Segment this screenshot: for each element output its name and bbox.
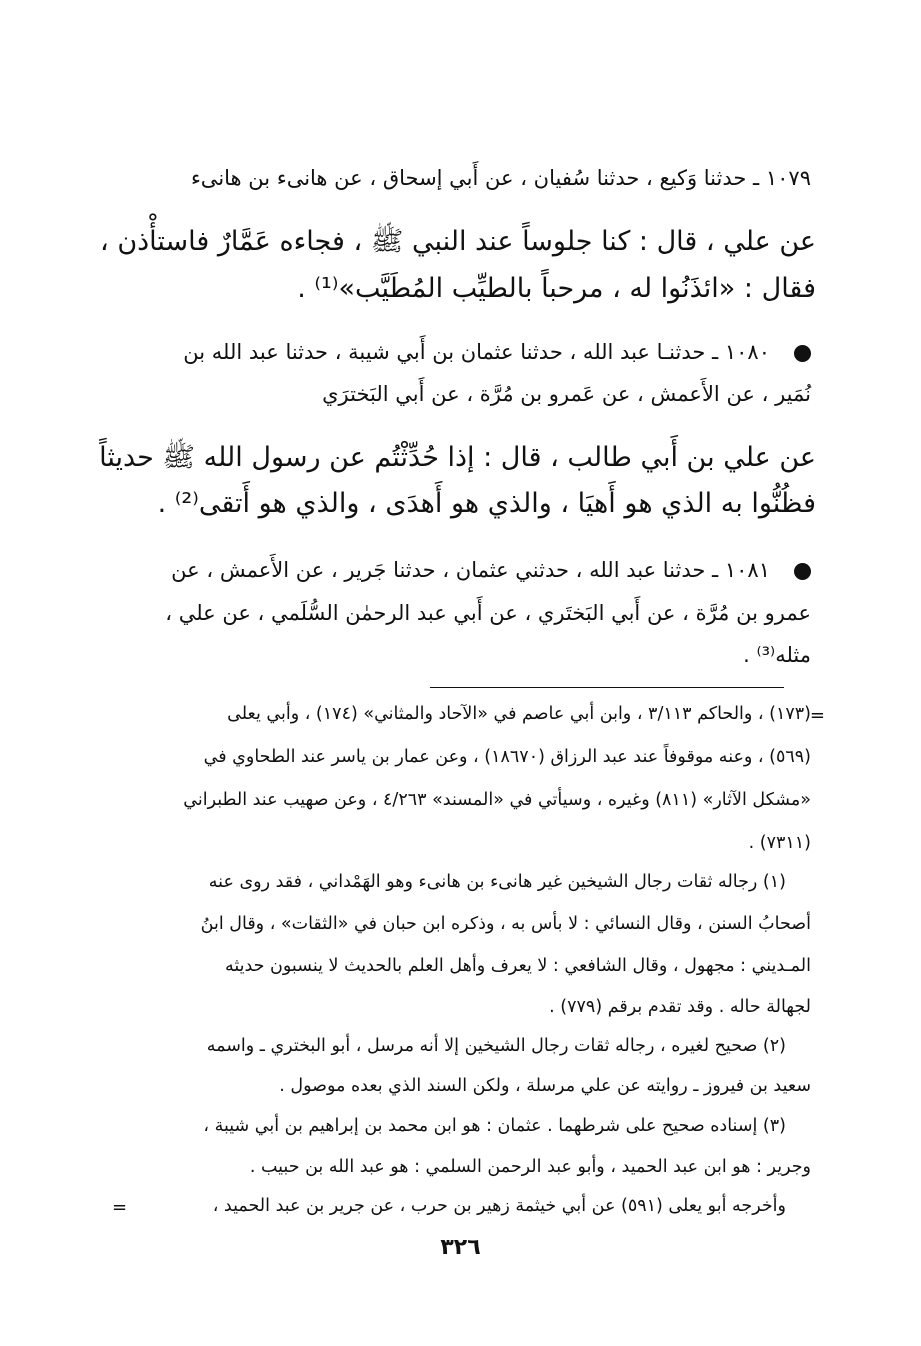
hadith-1080-isnad-line-1	[0, 340, 921, 364]
footnote-2-line-1: (٢) صحيح لغيره ، رجاله ثقات رجال الشيخين إلا أنه مرسل ، أبو البختري ـ واسمه	[206, 1036, 786, 1056]
footnote-continued-line-3: «مشكل الآثار» (٨١١) وغيره ، وسيأتي في «المسند» ٤/٢٦٣ ، وعن صهيب عند الطبراني	[183, 790, 811, 810]
bullet-marker	[794, 345, 811, 362]
footnote-1-line-1: (١) رجاله ثقات رجال الشيخين غير هانىء بن هانىء وهو الهَمْداني ، فقد روى عنه	[208, 872, 786, 892]
hadith-1080-matn-line-1: عن علي بن أَبي طالب ، قال : إذا حُدِّثْتُم عن رسول الله ﷺ حديثاً	[99, 442, 816, 473]
hadith-1081-isnad-line-2: عمرو بن مُرَّة ، عن أَبي البَختَري ، عن أَبي عبد الرحمٰن السُّلَمي ، عن علي ،	[165, 601, 811, 625]
hadith-1081-isnad-text: ١٠٨١ ـ حدثنا عبد الله ، حدثني عثمان ، حدثنا جَرير ، عن الأَعمش ، عن	[171, 558, 770, 582]
hadith-1081-isnad-line-1	[0, 558, 921, 582]
footnote-2-line-2: سعيد بن فيروز ـ روايته عن علي مرسلة ، ولكن السند الذي بعده موصول .	[279, 1076, 811, 1096]
hadith-1080-matn-line-2: فظُنُّوا به الذي هو أَهيَا ، والذي هو أَهدَى ، والذي هو أَتقى⁽²⁾ .	[157, 488, 816, 519]
continuation-mark-end: =	[112, 1197, 128, 1218]
footnote-separator	[430, 687, 784, 688]
hadith-1079-matn-line-2: فقال : «ائذَنُوا له ، مرحباً بالطيِّب المُطَيَّب»⁽¹⁾ .	[297, 273, 816, 304]
hadith-1080-isnad-line-2: نُمَير ، عن الأَعمش ، عن عَمرو بن مُرَّة ، عن أَبي البَخترَي	[322, 382, 811, 406]
bullet-marker	[794, 563, 811, 580]
footnote-1-line-4: لجهالة حاله . وقد تقدم برقم (٧٧٩) .	[549, 997, 811, 1017]
footnote-3-line-2: وجرير : هو ابن عبد الحميد ، وأبو عبد الرحمن السلمي : هو عبد الله بن حبيب .	[249, 1157, 811, 1177]
hadith-1080-isnad-text: ١٠٨٠ ـ حدثنـا عبد الله ، حدثنا عثمان بن أَبي شيبة ، حدثنا عبد الله بن	[183, 340, 770, 364]
hadith-1079-matn-line-1: عن علي ، قال : كنا جلوساً عند النبي ﷺ ، فجاءه عَمَّارٌ فاستأْذن ،	[100, 226, 816, 257]
footnote-continued-line-2: (٥٦٩) ، وعنه موقوفاً عند عبد الرزاق (١٨٦٧٠) ، وعن عمار بن ياسر عند الطحاوي في	[203, 747, 811, 767]
hadith-1079-isnad: ١٠٧٩ ـ حدثنا وَكيع ، حدثنا سُفيان ، عن أَبي إسحاق ، عن هانىء بن هانىء	[190, 166, 811, 190]
footnote-1-line-3: المـديني : مجهول ، وقال الشافعي : لا يعرف وأهل العلم بالحديث لا ينسبون حديثه	[224, 956, 811, 976]
footnote-3-line-3: وأخرجه أبو يعلى (٥٩١) عن أبي خيثمة زهير بن حرب ، عن جرير بن عبد الحميد ،	[212, 1196, 786, 1216]
footnote-1-line-2: أصحابُ السنن ، وقال النسائي : لا بأس به ، وذكره ابن حبان في «الثقات» ، وقال ابنُ	[200, 914, 811, 934]
footnote-3-line-1: (٣) إسناده صحيح على شرطهما . عثمان : هو ابن محمد بن إبراهيم بن أبي شيبة ،	[203, 1116, 786, 1136]
page-number: ٣٢٦	[440, 1235, 481, 1260]
footnote-continued-line-4: (٧٣١١) .	[748, 833, 811, 853]
footnote-continued-line-1: (١٧٣) ، والحاكم ٣/١١٣ ، وابن أبي عاصم في «الآحاد والمثاني» (١٧٤) ، وأبي يعلى	[227, 704, 811, 724]
hadith-1081-isnad-line-3: مثله⁽³⁾ .	[743, 643, 811, 667]
continuation-mark-start: =	[809, 705, 825, 726]
